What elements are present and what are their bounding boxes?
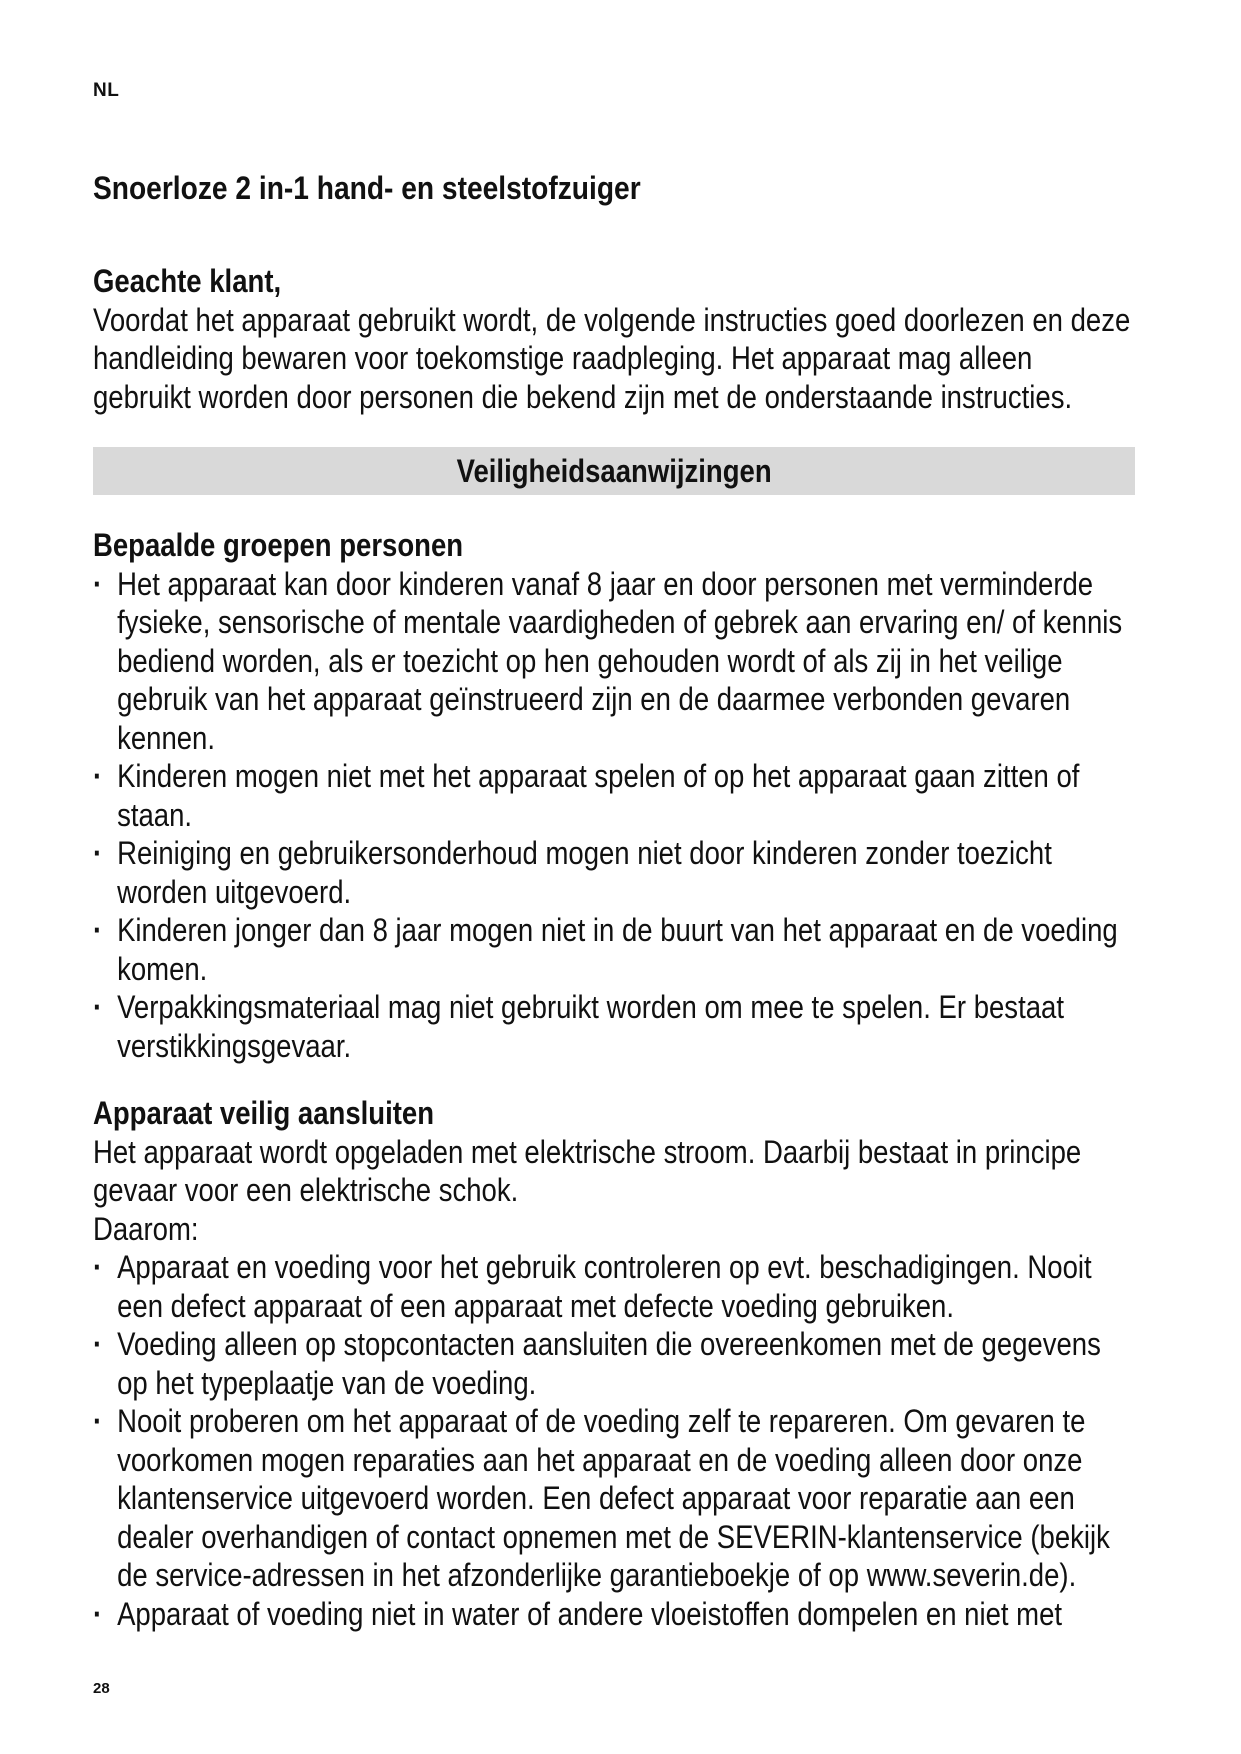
list-item: · Voeding alleen op stopcontacten aansluiten die overeenkomen met de gegevens op het typeplaatje van de voeding. [93, 1325, 1134, 1402]
list-item: · Apparaat en voeding voor het gebruik controleren op evt. beschadigingen. Nooit een defect apparaat of een apparaat met defecte voeding gebruiken. [93, 1248, 1134, 1325]
document-title: Snoerloze 2 in-1 hand- en steelstofzuiger [93, 170, 641, 206]
language-code: NL [93, 80, 120, 101]
section-banner [93, 447, 1135, 495]
list-item: · Nooit proberen om het apparaat of de voeding zelf te repareren. Om gevaren te voorkomen mogen reparaties aan het apparaat en de voeding alleen door onze klantenservice uitgevoerd worden. Een defect apparaat voor reparatie aan een dealer overhandigen of contact opnemen met de SEVERIN-klantenservice (bekijk de service-adressen in het afzonderlijke garantieboekje of op www.severin.de). [93, 1402, 1134, 1595]
list-item: · Het apparaat kan door kinderen vanaf 8 jaar en door personen met verminderde fysieke, sensorische of mentale vaardigheden of gebrek aan ervaring en/ of kennis bediend worden, als er toezicht op hen gehouden wordt of als zij in het veilige gebruik van het apparaat geïnstrueerd zijn en de daarmee verbonden gevaren kennen. [93, 565, 1134, 758]
list-item: · Kinderen jonger dan 8 jaar mogen niet in de buurt van het apparaat en de voeding komen. [93, 911, 1134, 988]
bullet-list [93, 1248, 1134, 1633]
list-item: · Verpakkingsmateriaal mag niet gebruikt worden om mee te spelen. Er bestaat verstikkingsgevaar. [93, 988, 1134, 1065]
section-specific-groups [93, 526, 1134, 1065]
section-safe-connection [93, 1094, 1134, 1633]
bullet-list [93, 565, 1134, 1066]
section-heading: Bepaalde groepen personen [93, 527, 464, 563]
section-intro: Het apparaat wordt opgeladen met elektrische stroom. Daarbij bestaat in principe gevaar voor een elektrische schok. [93, 1133, 1082, 1208]
list-item: · Reiniging en gebruikersonderhoud mogen niet door kinderen zonder toezicht worden uitgevoerd. [93, 834, 1134, 911]
greeting: Geachte klant, [93, 263, 282, 299]
intro-text: Voordat het apparaat gebruikt wordt, de volgende instructies goed doorlezen en deze handleiding bewaren voor toekomstige raadpleging. Het apparaat mag alleen gebruikt worden door personen die bekend zijn met de onderstaande instructies. [93, 301, 1131, 415]
page-number: 28 [93, 1680, 110, 1697]
list-item: · Kinderen mogen niet met het apparaat spelen of op het apparaat gaan zitten of staan. [93, 757, 1134, 834]
section-lead: Daarom: [93, 1210, 199, 1247]
intro-block [93, 262, 1133, 416]
list-item: · Apparaat of voeding niet in water of andere vloeistoffen dompelen en niet met [93, 1595, 1134, 1634]
banner-label: Veiligheidsaanwijzingen [456, 452, 772, 489]
section-heading: Apparaat veilig aansluiten [93, 1095, 435, 1131]
